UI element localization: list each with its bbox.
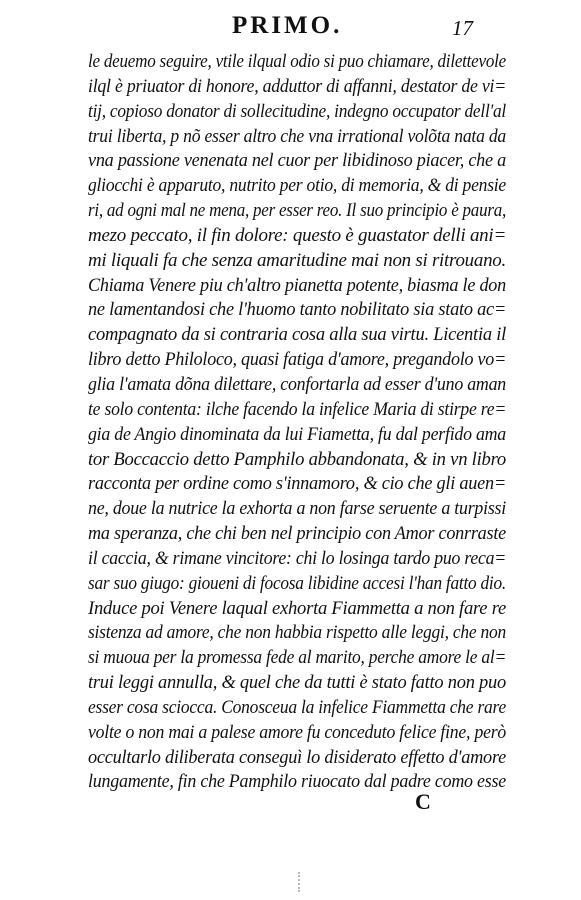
page-number: 17 — [452, 16, 473, 40]
text-line: le deuemo seguire, vtile ilqual odio si puo chiamare, dilettevole — [88, 51, 506, 72]
text-line: compagnato da si contraria cosa alla sua virtu. Licentia il — [88, 324, 506, 346]
text-line: gia de Angio dinominata da lui Fiametta, fu dal perfido ama — [88, 423, 506, 445]
text-line: vna passione venenata nel cuor per libidinoso piacer, che a — [88, 150, 506, 172]
text-line: libro detto Philoloco, quasi fatiga d'amore, pregandolo vo= — [88, 349, 506, 371]
text-line: tij, copioso donator di sollecitudine, indegno occupator dell'al — [88, 100, 506, 122]
text-line: Chiama Venere piu ch'altro pianetta potente, biasma le don — [88, 274, 506, 296]
text-line: glia l'amata dõna dilettare, confortarla ad esser d'uno aman — [88, 373, 506, 395]
text-line: lungamente, fin che Pamphilo riuocato dal padre como esse — [88, 771, 506, 793]
text-line: ne lamentandosi che l'huomo tanto nobilitato sia stato ac= — [88, 299, 506, 321]
text-line: te solo contenta: ilche facendo la infelice Maria di stirpe re= — [88, 398, 506, 420]
text-line: Induce poi Venere laqual exhorta Fiammetta a non fare re — [88, 597, 506, 619]
text-line: trui leggi annulla, & quel che da tutti è stato fatto non puo — [88, 672, 506, 694]
text-line: il caccia, & rimane vincitore: chi lo losinga tardo puo reca= — [88, 547, 506, 569]
text-line: ri, ad ogni mal ne mena, per esser reo. Il suo principio è paura, — [88, 200, 506, 222]
signature-mark: C — [415, 789, 431, 814]
text-line: sar suo giugo: gioueni di focosa libidine accesi l'han fatto dio. — [88, 572, 506, 594]
text-line: mi liquali fa che senza amaritudine mai non si ritrouano. — [88, 249, 506, 271]
text-line: tor Boccaccio detto Pamphilo abbandonata, & in vn libro — [88, 448, 506, 470]
text-line: trui liberta, p nõ esser altro che vna irrational volõta nata da — [88, 125, 506, 147]
body-text — [88, 50, 506, 795]
text-line: sistenza ad amore, che non habbia rispetto alle leggi, che non — [88, 622, 506, 644]
text-line: gliocchi è apparuto, nutrito per otio, di memoria, & di pensie — [88, 175, 506, 197]
text-line: volte o non mai a palese amore fu conceduto felice fine, però — [88, 721, 506, 743]
text-line: si muoua per la promessa fede al marito, perche amore le al= — [88, 647, 506, 669]
text-line: ilql è priuator di honore, adduttor di affanni, destator de vi= — [88, 75, 506, 97]
text-line: occultarlo diliberata conseguì lo disiderato effetto d'amore — [88, 746, 506, 768]
text-line: racconta per ordine como s'innamoro, & cio che gli auen= — [88, 473, 506, 495]
running-head — [0, 8, 581, 48]
bleed-through-mark — [298, 872, 308, 892]
text-line: mezo peccato, il fin dolore: questo è guastator delli ani= — [88, 224, 506, 246]
text-line: ne, doue la nutrice la exhorta a non farse seruente a turpissi — [88, 498, 506, 520]
text-line: esser cosa sciocca. Conosceua la infelice Fiammetta che rare — [88, 696, 506, 718]
running-head-title: PRIMO. — [232, 12, 343, 39]
text-line: ma speranza, che chi ben nel principio con Amor conrraste — [88, 523, 506, 545]
